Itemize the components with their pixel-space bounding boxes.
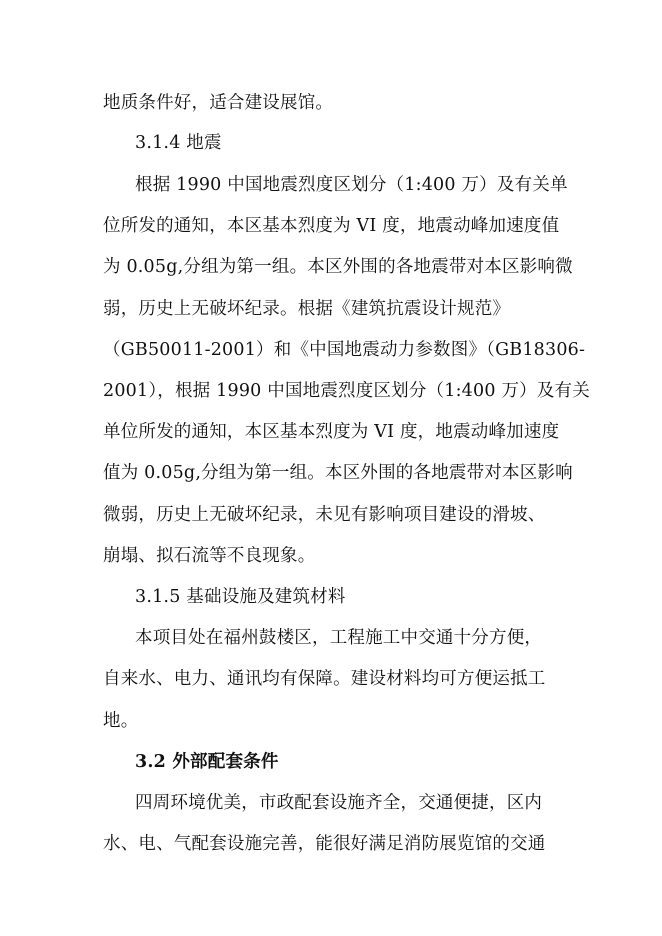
paragraph-line: 崩塌、拟石流等不良现象。: [103, 546, 316, 566]
paragraph-line: 根据 1990 中国地震烈度区划分（1:400 万）及有关单: [135, 175, 568, 195]
paragraph-line: 单位所发的通知，本区基本烈度为 VI 度，地震动峰加速度: [103, 422, 560, 442]
paragraph-line: 值为 0.05g,分组为第一组。本区外围的各地震带对本区影响: [103, 463, 573, 483]
paragraph-line: 四周环境优美，市政配套设施齐全，交通便捷，区内: [135, 793, 543, 813]
paragraph-line: 地。: [103, 711, 139, 731]
paragraph-line: 水、电、气配套设施完善，能很好满足消防展览馆的交通: [103, 834, 546, 854]
paragraph-line: 2001），根据 1990 中国地震烈度区划分（1:400 万）及有关: [103, 381, 590, 401]
paragraph-line: 本项目处在福州鼓楼区，工程施工中交通十分方便，: [135, 628, 543, 648]
body-text-line: 地质条件好，适合建设展馆。: [103, 93, 334, 113]
paragraph-line: （GB50011-2001）和《中国地震动力参数图》（GB18306-: [103, 340, 586, 360]
paragraph-line: 微弱，历史上无破坏纪录，未见有影响项目建设的滑坡、: [103, 505, 546, 525]
paragraph-line: 位所发的通知，本区基本烈度为 VI 度，地震动峰加速度值: [103, 216, 560, 236]
paragraph-line: 为 0.05g,分组为第一组。本区外围的各地震带对本区影响微: [103, 257, 573, 277]
paragraph-line: 自来水、电力、通讯均有保障。建设材料均可方便运抵工: [103, 669, 546, 689]
section-heading-3-1-5: 3.1.5 基础设施及建筑材料: [135, 587, 346, 607]
section-heading-3-1-4: 3.1.4 地震: [135, 133, 222, 153]
section-heading-3-2: 3.2 外部配套条件: [135, 752, 279, 772]
paragraph-line: 弱，历史上无破坏纪录。根据《建筑抗震设计规范》: [103, 299, 511, 319]
